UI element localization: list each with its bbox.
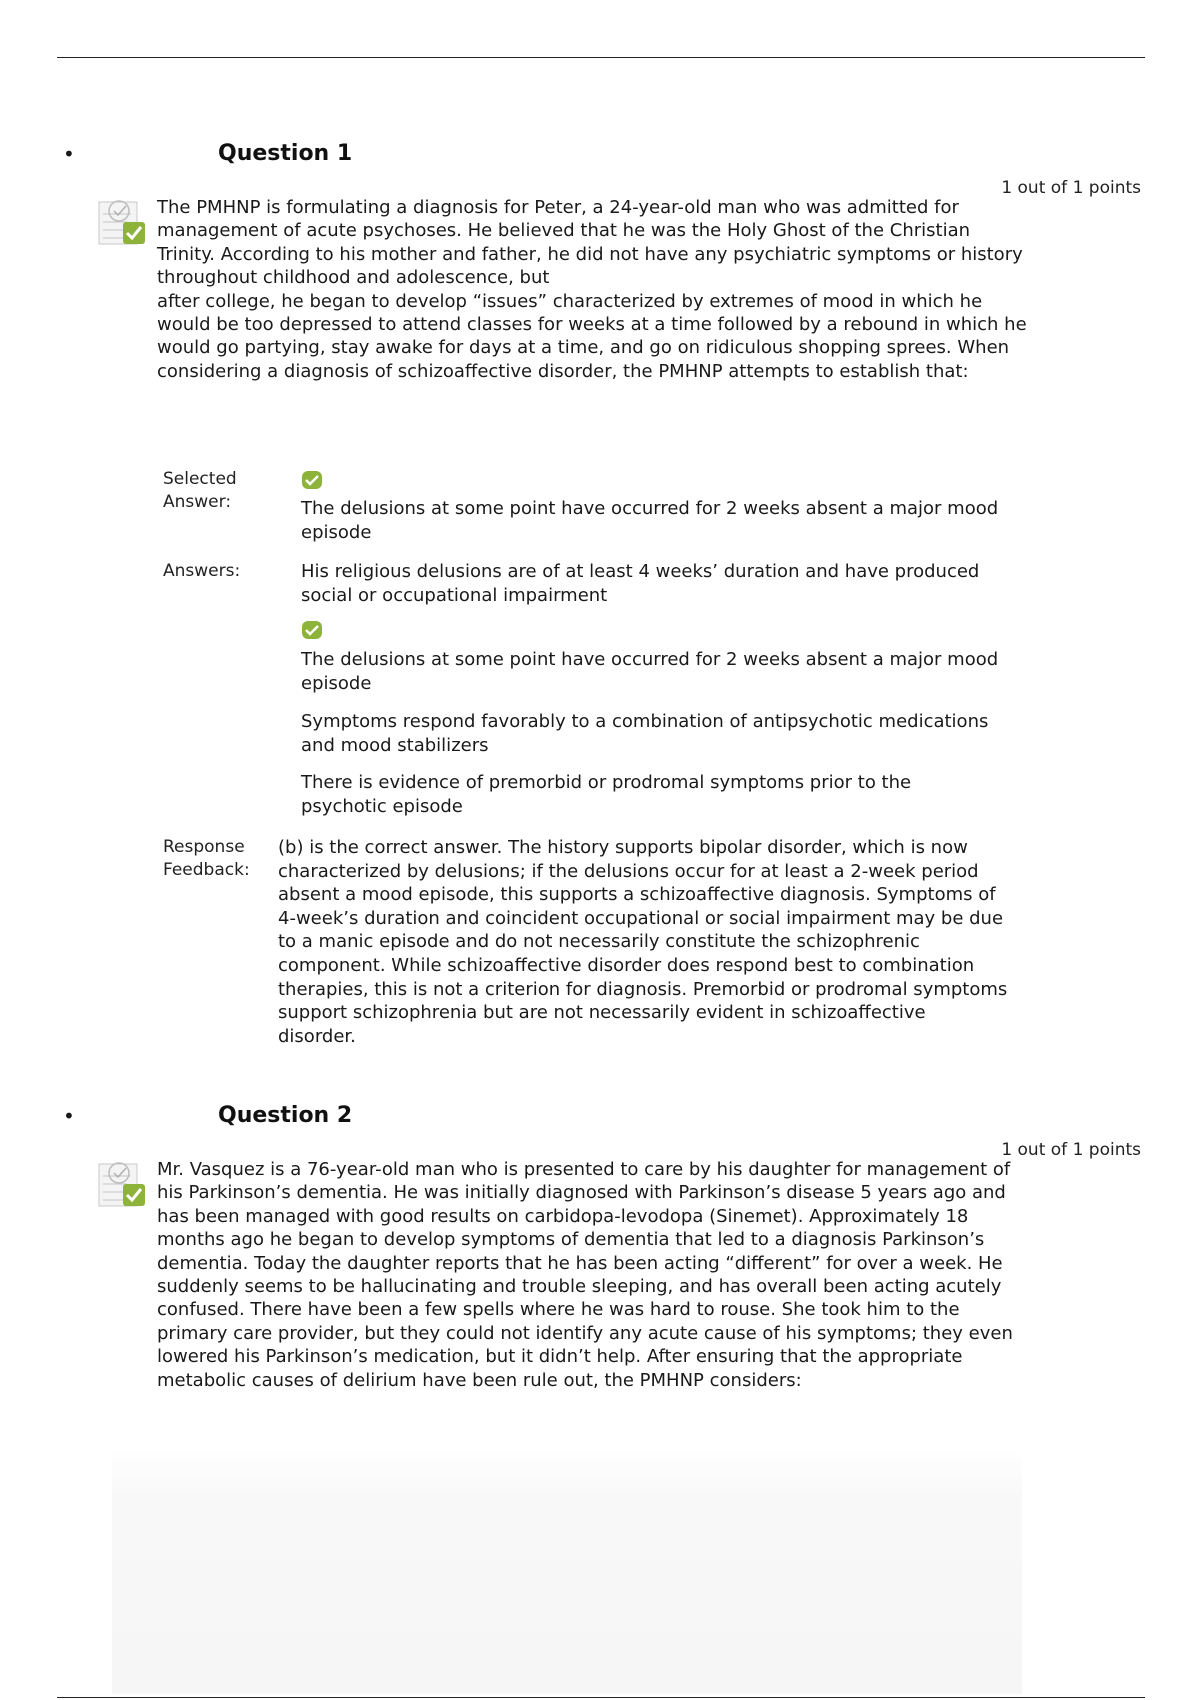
selected-answer-text: The delusions at some point have occurred for 2 weeks absent a major mood episode: [301, 498, 999, 543]
graded-correct-icon: [97, 196, 147, 248]
response-feedback-label: Response Feedback:: [163, 837, 250, 880]
points-earned: 1 out of 1 points: [1001, 1140, 1141, 1160]
answer-option: His religious delusions are of at least 4 weeks’ duration and have produced social or occupational impairment: [301, 561, 980, 606]
question-text: Mr. Vasquez is a 76-year-old man who is presented to care by his daughter for management of his Parkinson’s dementia. He was initially diagnosed with Parkinson’s disease 5 years ago and has been managed with good results on carbidopa-levodopa (Sinemet). Approximately 18 months ago he began to develop symptoms of dementia that led to a diagnosis Parkinson’s dementia. Today the daughter reports that he has been acting “different” for over a week. He suddenly seems to be hallucinating and trouble sleeping, and has overall been acting acutely confused. There have been a few spells where he was hard to rouse. She took him to the primary care provider, but they could not identify any acute cause of his symptoms; they even lowered his Parkinson’s medication, but it didn’t help. After ensuring that the appropriate metabolic causes of delirium have been rule out, the PMHNP considers:: [157, 1159, 1013, 1391]
question-title: Question 1: [218, 141, 353, 166]
bullet-icon: •: [63, 142, 75, 166]
correct-check-icon: [301, 620, 323, 640]
answer-option: Symptoms respond favorably to a combination of antipsychotic medications and mood stabilizers: [301, 711, 989, 756]
graded-correct-icon: [97, 1158, 147, 1210]
answer-option: There is evidence of premorbid or prodromal symptoms prior to the psychotic episode: [301, 772, 912, 817]
points-earned: 1 out of 1 points: [1001, 178, 1141, 198]
answer-area-placeholder: [112, 1448, 1022, 1694]
question-text: [157, 196, 1027, 383]
answers-label: Answers:: [163, 561, 241, 581]
response-feedback-text: (b) is the correct answer. The history supports bipolar disorder, which is now characterized by delusions; if the delusions occur for at least a 2-week period absent a mood episode, this supports a schizoaffective diagnosis. Symptoms of 4-week’s duration and coincident occupational or social impairment may be due to a manic episode and do not necessarily constitute the schizophrenic component. While schizoaffective disorder does respond best to combination therapies, this is not a criterion for diagnosis. Premorbid or prodromal symptoms support schizophrenia but are not necessarily evident in schizoaffective disorder.: [278, 837, 1008, 1047]
question-2: [0, 1102, 1200, 1442]
selected-answer-label: Selected Answer:: [163, 469, 237, 512]
question-text-part-1: The PMHNP is formulating a diagnosis for Peter, a 24-year-old man who was admitted for management of acute psychoses. He believed that he was the Holy Ghost of the Christian Trinity. According to his mother and father, he did not have any psychiatric symptoms or history throughout childhood and adolescence, but: [157, 197, 1023, 289]
question-1: [0, 140, 1200, 1080]
bullet-icon: •: [63, 1104, 75, 1128]
bottom-rule: [57, 1697, 1145, 1698]
answer-option: The delusions at some point have occurred for 2 weeks absent a major mood episode: [301, 649, 999, 694]
question-title: Question 2: [218, 1103, 353, 1128]
question-text-part-2: after college, he began to develop “issues” characterized by extremes of mood in which he would be too depressed to attend classes for weeks at a time followed by a rebound in which he would go partying, stay awake for days at a time, and go on ridiculous shopping sprees. When considering a diagnosis of schizoaffective disorder, the PMHNP attempts to establish that:: [157, 290, 1027, 382]
top-rule: [57, 57, 1145, 58]
correct-check-icon: [301, 470, 323, 490]
